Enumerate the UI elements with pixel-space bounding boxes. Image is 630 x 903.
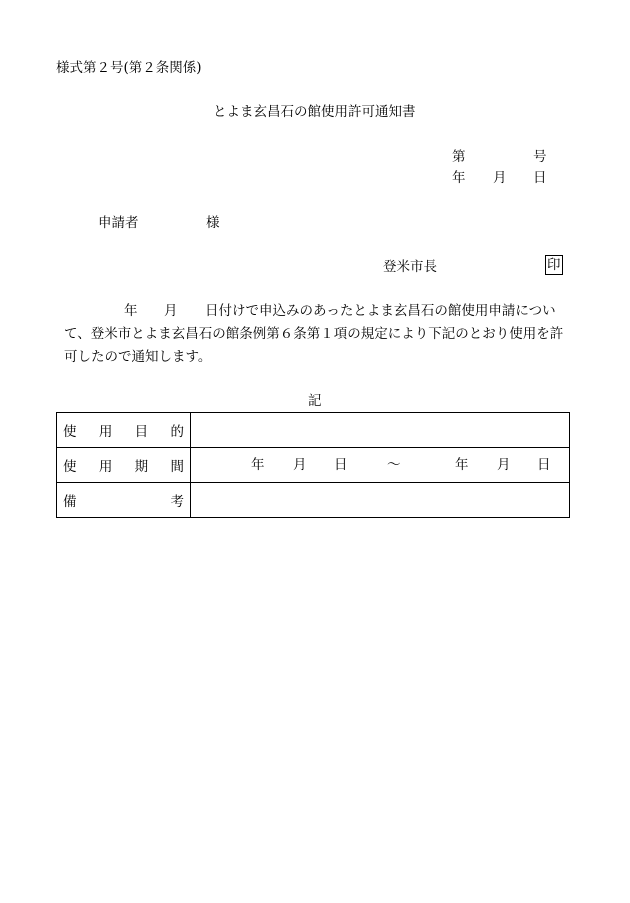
table-row-period bbox=[57, 448, 570, 483]
period-start-day: 日 bbox=[334, 457, 348, 473]
period-start-month: 月 bbox=[293, 457, 307, 473]
period-end-year: 年 bbox=[455, 457, 469, 473]
remarks-value[interactable] bbox=[191, 483, 570, 518]
ki-label: 記 bbox=[308, 393, 322, 409]
remarks-label: 備 考 bbox=[57, 483, 191, 518]
table-row-remarks bbox=[57, 483, 570, 518]
issue-date-day: 日 bbox=[533, 170, 547, 186]
body-date-year: 年 bbox=[124, 303, 138, 319]
record-table bbox=[56, 412, 570, 518]
body-line-2: て、登米市とよま玄昌石の館条例第６条第１項の規定により下記のとおり使用を許 bbox=[64, 326, 564, 342]
table-row-purpose bbox=[57, 413, 570, 448]
purpose-value[interactable] bbox=[191, 413, 570, 448]
issue-date-year: 年 bbox=[452, 170, 466, 186]
purpose-label: 使 用 目 的 bbox=[57, 413, 191, 448]
issuer-title: 登米市長 bbox=[383, 259, 437, 275]
issue-date-month: 月 bbox=[493, 170, 507, 186]
body-line-1: 日付けで申込みのあったとよま玄昌石の館使用申請につい bbox=[205, 303, 556, 319]
seal-label: 印 bbox=[547, 257, 561, 273]
document-number-go: 号 bbox=[533, 149, 547, 165]
applicant-honorific: 様 bbox=[206, 215, 220, 231]
period-start-year: 年 bbox=[251, 457, 265, 473]
period-label: 使 用 期 間 bbox=[57, 448, 191, 483]
period-end-month: 月 bbox=[497, 457, 511, 473]
body-line-3: 可したので通知します。 bbox=[64, 349, 212, 365]
form-number: 様式第２号(第２条関係) bbox=[56, 60, 202, 76]
applicant-label: 申請者 bbox=[98, 215, 139, 231]
document-number-dai: 第 bbox=[452, 149, 466, 165]
seal-mark bbox=[545, 259, 563, 273]
document-title: とよま玄昌石の館使用許可通知書 bbox=[213, 104, 416, 120]
period-end-day: 日 bbox=[537, 457, 551, 473]
body-date-month: 月 bbox=[164, 303, 178, 319]
period-value[interactable] bbox=[191, 448, 570, 483]
period-tilde: ～ bbox=[387, 457, 401, 473]
